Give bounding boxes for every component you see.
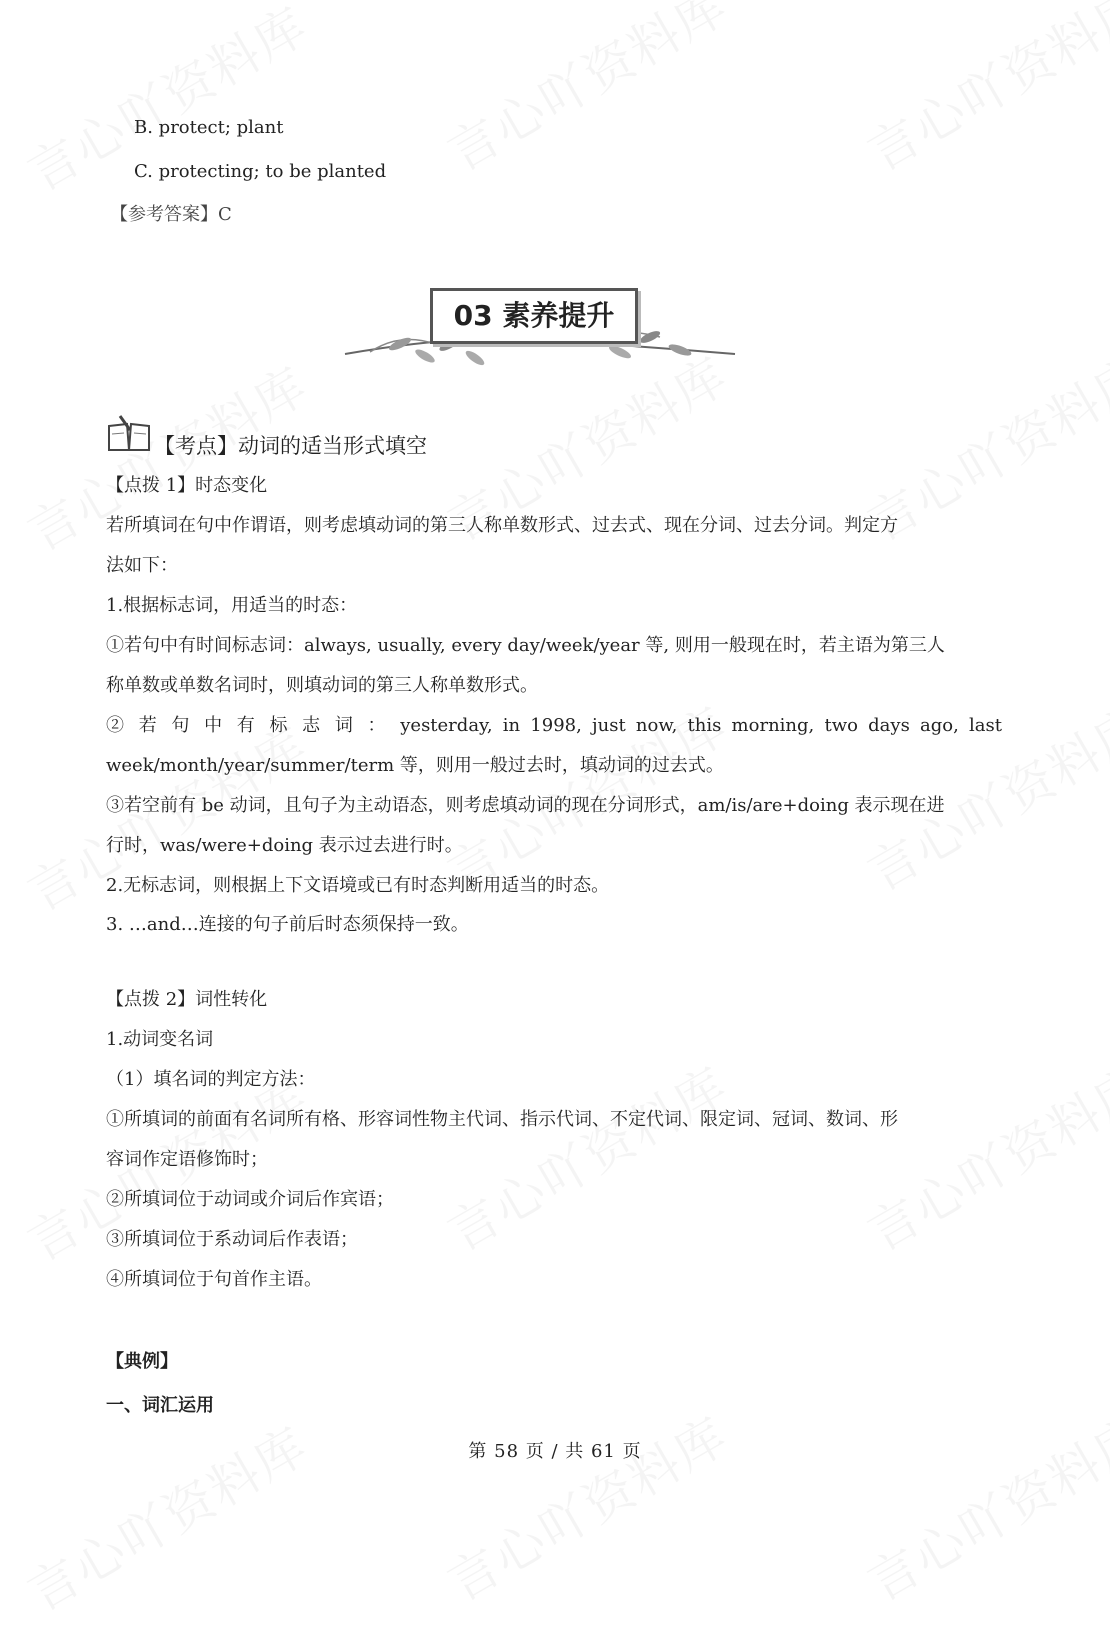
tip1-point1: 1.根据标志词，用适当的时态：: [106, 595, 358, 616]
kaodian-heading: 【考点】动词的适当形式填空: [154, 434, 427, 458]
section-title-box: [430, 288, 638, 344]
example-heading: 【典例】: [106, 1351, 178, 1372]
section-banner: [340, 282, 740, 382]
tip2-item3: ③所填词位于系动词后作表语；: [106, 1229, 358, 1250]
watermark: [853, 1047, 1110, 1265]
tip1-point1a-line1: ①若句中有时间标志词：always, usually, every day/week/year 等, 则用一般现在时，若主语为第三人: [106, 635, 945, 656]
page-number: 第 58 页 / 共 61 页: [468, 1441, 642, 1462]
watermark: [433, 0, 739, 185]
example-subheading: 一、词汇运用: [106, 1395, 214, 1416]
tip1-point1b-line2: week/month/year/summer/term 等，则用一般过去时，填动词的过去式。: [106, 755, 724, 776]
tip1-intro-line1: 若所填词在句中作谓语，则考虑填动词的第三人称单数形式、过去式、现在分词、过去分词。判定方: [106, 515, 898, 536]
tip1-point2: 2.无标志词，则根据上下文语境或已有时态判断用适当的时态。: [106, 875, 610, 896]
tip2-point1-sub: （1）填名词的判定方法：: [106, 1069, 316, 1090]
option-c: C. protecting; to be planted: [134, 161, 387, 182]
tip1-point1c-line1: ③若空前有 be 动词，且句子为主动语态，则考虑填动词的现在分词形式，am/is/are+doing 表示现在进: [106, 795, 945, 816]
tip2-point1: 1.动词变名词: [106, 1029, 214, 1050]
watermark: [433, 1047, 739, 1265]
reference-answer: 【参考答案】C: [110, 204, 232, 225]
option-b: B. protect; plant: [134, 117, 284, 138]
tip2-item2: ②所填词位于动词或介词后作宾语；: [106, 1189, 394, 1210]
tip1-point1c-line2: 行时，was/were+doing 表示过去进行时。: [106, 835, 463, 856]
tip2-heading: 【点拨 2】词性转化: [106, 989, 268, 1010]
tip1-intro-line2: 法如下：: [106, 555, 178, 576]
tip1-heading: 【点拨 1】时态变化: [106, 475, 268, 496]
tip1-point3: 3. …and…连接的句子前后时态须保持一致。: [106, 914, 469, 935]
tip2-item1-line1: ①所填词的前面有名词所有格、形容词性物主代词、指示代词、不定代词、限定词、冠词、数词、形: [106, 1109, 898, 1130]
tip1-point1a-line2: 称单数或单数名词时，则填动词的第三人称单数形式。: [106, 675, 538, 696]
section-title: 03 素养提升: [453, 299, 615, 332]
tip2-item4: ④所填词位于句首作主语。: [106, 1269, 322, 1290]
watermark: [853, 0, 1110, 185]
book-icon: [106, 414, 152, 452]
watermark: [853, 1397, 1110, 1615]
tip2-item1-line2: 容词作定语修饰时；: [106, 1149, 268, 1170]
watermark: [433, 1397, 739, 1615]
tip1-point1b-line1: ② 若 句 中 有 标 志 词 ： yesterday, in 1998, just now, this morning, two days ago, last: [106, 715, 1002, 736]
